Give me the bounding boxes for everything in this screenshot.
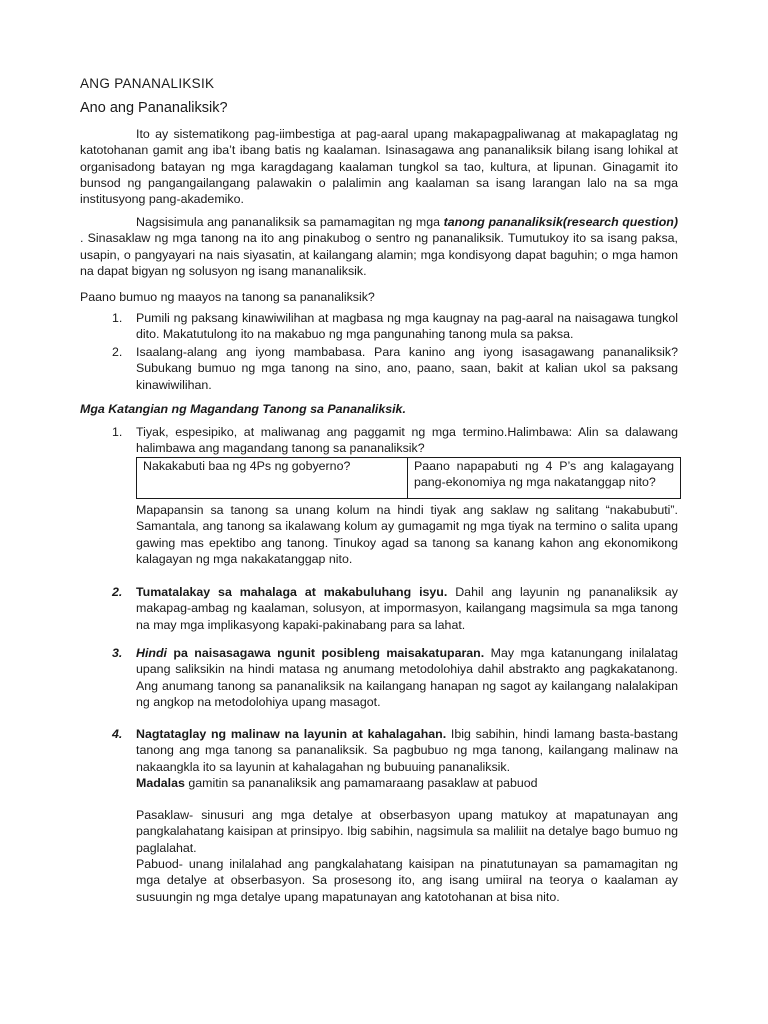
pabuod-definition: Pabuod- unang inilalahad ang pangkalahatang kaisipan na pinatutunayan sa pamamagitan ng mga detalye at obserbasyon. Sa prosesong ito, ang isang umiiral na teorya o kaalaman ay susuungin ng mga detalye upang mapatunayan ang katotohanan at bisa nito. (136, 857, 678, 904)
trait-text: May mga katanungang inilalatag upang saliksikin na hindi matasa ng anumang metodolohiya dahil abstrakto ang pagkakatanong. Ang anumang tanong sa pananaliksik na kailangang hanapan ng sagot ay kailangang nalalakipan ng angkop na metodolohiya upang masagot. (136, 646, 678, 709)
trait-item: Tiyak, espesipiko, at maliwanag ang paggamit ng mga termino.Halimbawa: Alin sa dalawang halimbawa ang magandang tanong sa pananaliksik? (136, 425, 678, 456)
trait-item (136, 726, 678, 791)
madalas-bold: Madalas (136, 775, 185, 790)
intro-paragraph: Ito ay sistematikong pag-iimbestiga at pag-aaral upang makapagpaliwanag at makapaglatag ng katotohanan gamit ang iba’t ibang batis ng kaalaman. Isinasagawa ang pananaliksik bilang isang lohikal at organisadong batayan ng mga karagdagang kaalaman tungkol sa tao, kultura, at lipunan. Ginagamit ito bunsod ng pangangailangang palawakin o palalimin ang kaalaman sa isang larangan lalo na sa mga institusyong pang-akademiko. (80, 127, 678, 207)
trait-heading-italic: Hindi (136, 646, 167, 660)
comparison-table (136, 457, 681, 499)
trait-heading: Nagtataglay ng malinaw na layunin at kahalagahan. (136, 727, 447, 741)
paragraph-text-before: Nagsisimula ang pananaliksik sa pamamagitan ng mga (136, 215, 444, 229)
trait-item (136, 645, 678, 710)
step-number: 2. (112, 345, 123, 359)
trait-number: 1. (112, 425, 123, 439)
trait-explanation: Mapapansin sa tanong sa unang kolum na hindi tiyak ang saklaw ng salitang “nakabubuti”. Samantala, ang tanong sa ikalawang kolum ay gumagamit ng mga tiyak na termino o salita upang gawing mas epektibo ang tanong. Tinukoy agad sa tanong sa kanang kahon ang ekonomikong kalagayan ng mga nakakatanggap nito. (136, 503, 678, 566)
section-heading: Ano ang Pananaliksik? (80, 100, 228, 116)
trait-heading: Tumatalakay sa mahalaga at makabuluhang isyu. (136, 585, 448, 599)
step-number: 1. (112, 311, 123, 325)
madalas-text: gamitin sa pananaliksik ang pamamaraang pasaklaw at pabuod (184, 775, 538, 790)
trait-text: Ibig sabihin, hindi lamang basta-bastang tanong ang mga tanong sa pananaliksik. Sa pagbubuo ng mga tanong, kailangang malinaw na nakaangkla ito sa layunin at kahalagahan ng bubuuing pananaliksik. (136, 727, 678, 774)
trait-item (136, 584, 678, 633)
research-question-paragraph (80, 214, 678, 279)
trait-number: 2. (112, 585, 123, 599)
how-question: Paano bumuo ng maayos na tanong sa pananaliksik? (80, 290, 375, 304)
trait-text: Dahil ang layunin ng pananaliksik ay makapag-ambag ng kaalaman, solusyon, at impormasyon, kailangang magsimula sa mga tanong na may mga implikasyong kapaki-pakinabang para sa lahat. (136, 585, 679, 632)
table-cell-vague: Nakakabuti baa ng 4Ps ng gobyerno? (137, 458, 408, 499)
step-item: Pumili ng paksang kinawiwilihan at magbasa ng mga kaugnay na pag-aaral na naisagawa tungkol dito. Makatutulong ito na makabuo ng mga pangunahing tanong mula sa paksa. (136, 311, 678, 342)
traits-heading: Mga Katangian ng Magandang Tanong sa Pananaliksik. (80, 402, 406, 416)
document-title: ANG PANANALIKSIK (80, 76, 215, 91)
trait-heading: pa naisasagawa ngunit posibleng maisakatuparan. (166, 646, 485, 660)
pasaklaw-definition: Pasaklaw- sinusuri ang mga detalye at obserbasyon upang matukoy at mapatunayan ang pangkalahatang kaisipan at prinsipyo. Ibig sabihin, nagsimula sa maliliit na detalye bago bumuo ng paglalahat. (136, 808, 678, 855)
step-item: Isaalang-alang ang iyong mambabasa. Para kanino ang iyong isasagawang pananaliksik?Subukang bumuo ng mga tanong na sino, ano, paano, saan, bakit at kalian ukol sa paksang kinawiwilihan. (136, 345, 678, 392)
table-row (137, 458, 681, 499)
trait-number: 3. (112, 646, 123, 660)
paragraph-text-after: . Sinasaklaw ng mga tanong na ito ang pinakubog o sentro ng pananaliksik. Tumutukoy ito sa isang paksa, usapin, o pangyayari na nais siyasatin, at kailangang alamin; mga kondisyong dapat baguhin; o mga hamon na dapat bigyan ng solusyon ng isang mananaliksik. (80, 231, 678, 278)
research-question-term: tanong pananaliksik(research question) (443, 215, 678, 229)
table-cell-specific: Paano napapabuti ng 4 P’s ang kalagayang pang-ekonomiya ng mga nakatanggap nito? (408, 458, 681, 499)
trait-number: 4. (112, 727, 123, 741)
